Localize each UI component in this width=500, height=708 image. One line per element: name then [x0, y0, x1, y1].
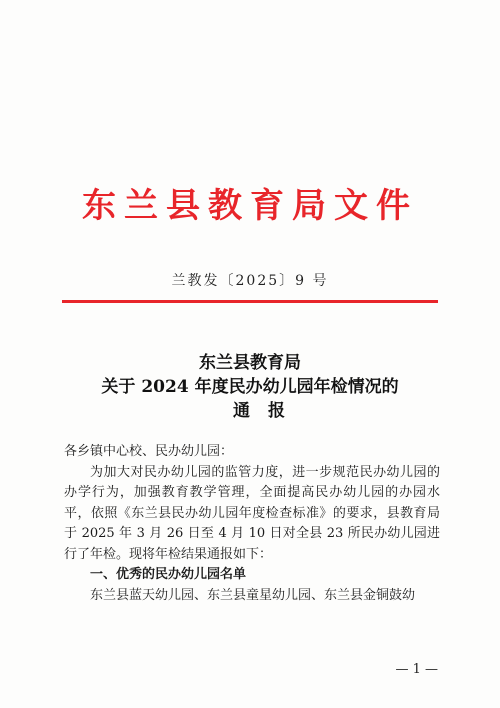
title-line-1: 东兰县教育局: [199, 353, 301, 373]
document-number: 兰教发〔2025〕9 号: [171, 273, 329, 289]
title-line-2: 关于 2024 年度民办幼儿园年检情况的: [101, 377, 399, 397]
red-divider-line: [62, 300, 438, 303]
paragraph-1: 为加大对民办幼儿园的监管力度，进一步规范民办幼儿园的办学行为，加强教育教学管理，全面提高民办幼儿园的办园水平，依照《东兰县民办幼儿园年度检查标准》的要求，县教育局于 2025 年 3 月 26 日至 4 月 10 日对全县 23 所民办幼儿园进行了年检。现将年检结果通报如下：: [64, 464, 440, 562]
paragraph-2: 东兰县蓝天幼儿园、东兰县童星幼儿园、东兰县金铜鼓幼: [90, 587, 416, 603]
section-1-heading: 一、优秀的民办幼儿园名单: [90, 567, 247, 582]
salutation: 各乡镇中心校、民办幼儿园：: [64, 444, 234, 459]
page-number: — 1 —: [395, 662, 438, 677]
title-line-3: 通报: [233, 401, 303, 421]
document-body: [64, 442, 440, 606]
issuer-header: 东兰县教育局文件: [82, 186, 418, 226]
